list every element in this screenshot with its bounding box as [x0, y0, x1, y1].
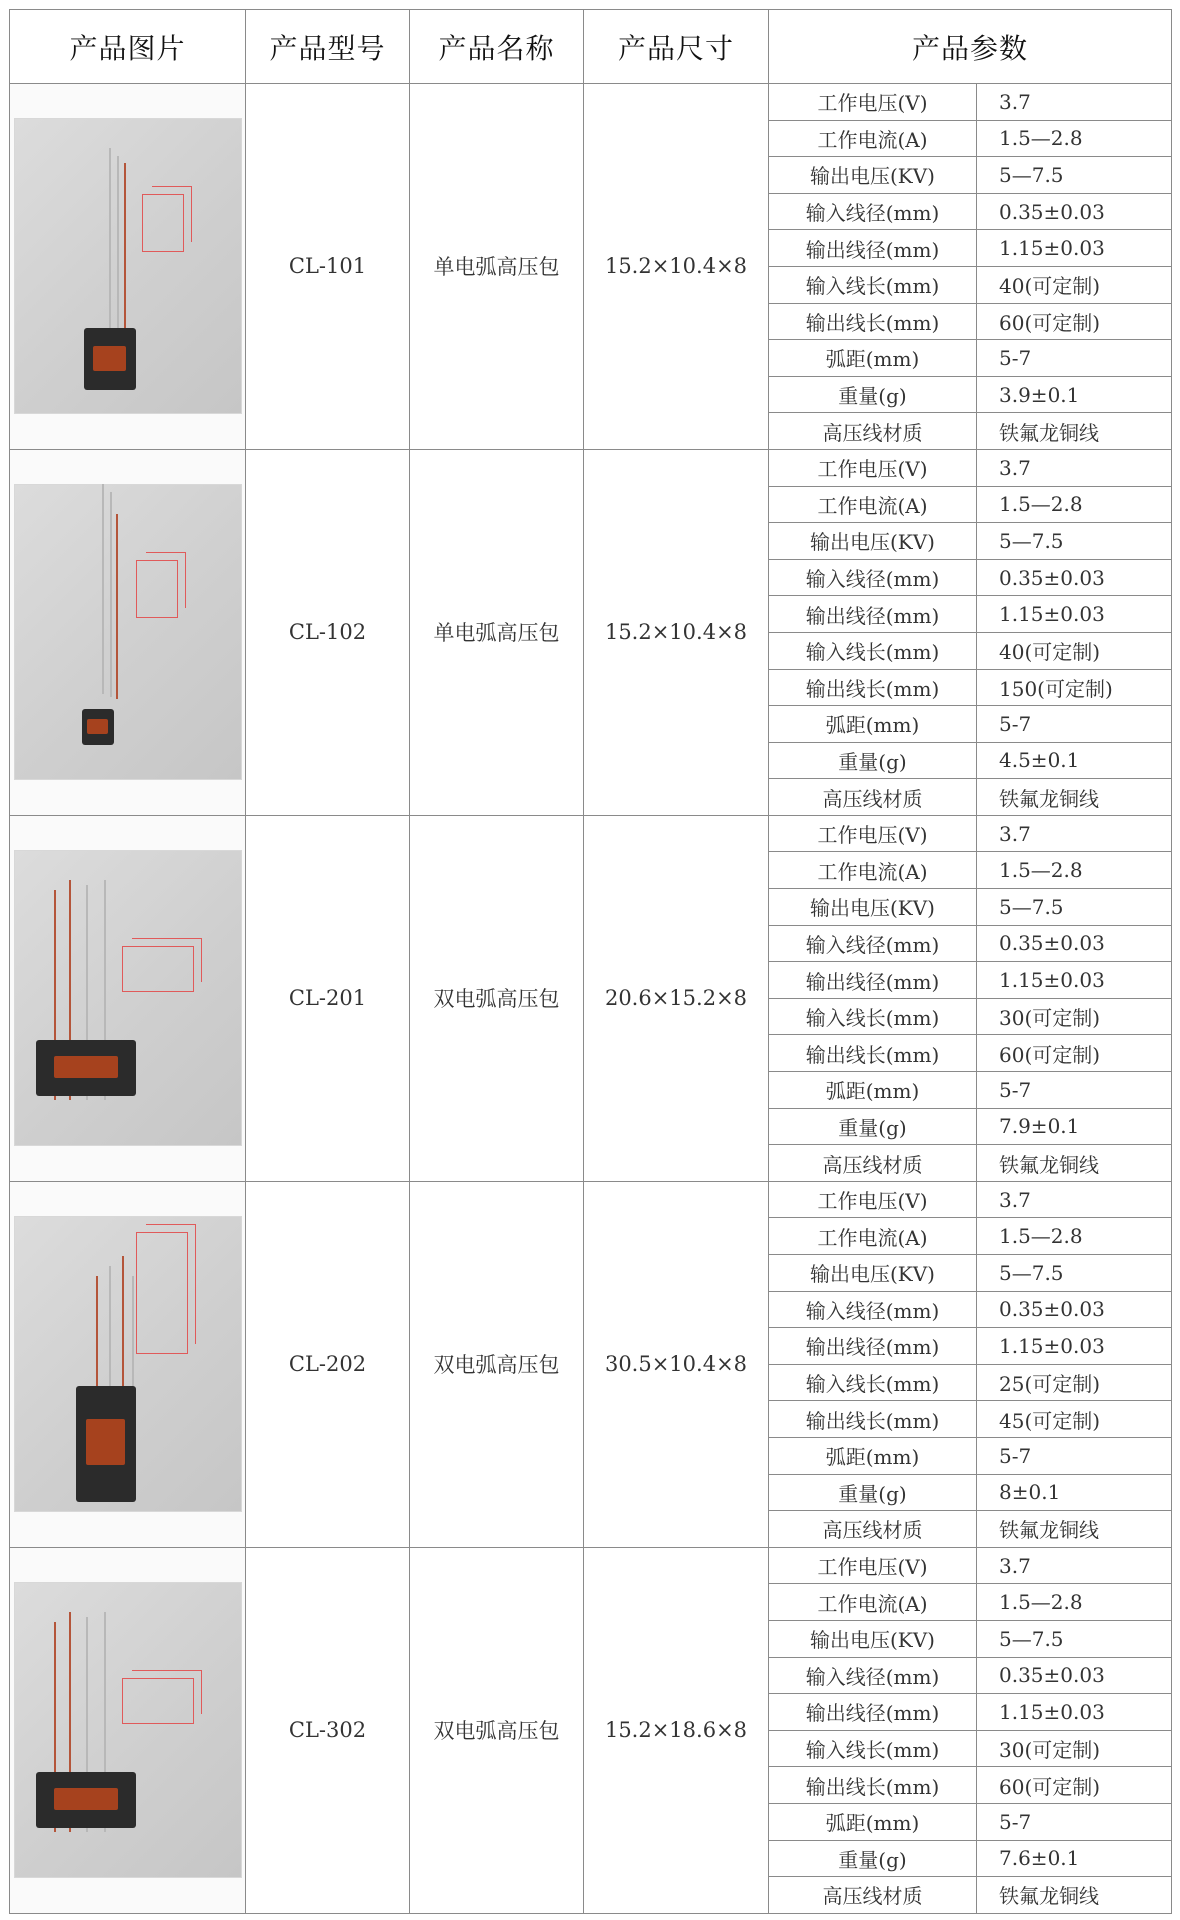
param-value: 1.15±0.03	[977, 962, 1172, 999]
param-value: 5-7	[977, 340, 1172, 377]
param-label: 输出电压(KV)	[769, 523, 977, 560]
dimension-box-icon	[122, 1678, 194, 1724]
param-value: 3.7	[977, 1181, 1172, 1218]
param-value: 0.35±0.03	[977, 1291, 1172, 1328]
param-value: 5-7	[977, 706, 1172, 743]
param-label: 高压线材质	[769, 413, 977, 450]
param-value: 3.9±0.1	[977, 376, 1172, 413]
param-label: 工作电压(V)	[769, 84, 977, 121]
param-label: 工作电压(V)	[769, 1547, 977, 1584]
param-label: 输入线长(mm)	[769, 266, 977, 303]
product-model: CL-202	[246, 1181, 410, 1547]
param-value: 40(可定制)	[977, 632, 1172, 669]
param-label: 输入线长(mm)	[769, 632, 977, 669]
param-value: 0.35±0.03	[977, 925, 1172, 962]
param-label: 输出线长(mm)	[769, 669, 977, 706]
coil-icon	[82, 709, 114, 745]
product-name: 单电弧高压包	[410, 84, 584, 450]
param-value: 45(可定制)	[977, 1401, 1172, 1438]
param-label: 输入线径(mm)	[769, 1291, 977, 1328]
product-size: 30.5×10.4×8	[584, 1181, 769, 1547]
param-value: 5—7.5	[977, 1255, 1172, 1292]
coil-icon	[36, 1772, 136, 1828]
param-label: 工作电压(V)	[769, 449, 977, 486]
param-value: 0.35±0.03	[977, 193, 1172, 230]
param-value: 8±0.1	[977, 1474, 1172, 1511]
param-value: 25(可定制)	[977, 1364, 1172, 1401]
param-label: 高压线材质	[769, 1877, 977, 1914]
param-label: 输入线长(mm)	[769, 1364, 977, 1401]
param-value: 150(可定制)	[977, 669, 1172, 706]
param-value: 1.15±0.03	[977, 1694, 1172, 1731]
param-label: 输入线径(mm)	[769, 925, 977, 962]
param-label: 重量(g)	[769, 1840, 977, 1877]
coil-icon	[76, 1386, 136, 1502]
param-label: 输出线径(mm)	[769, 596, 977, 633]
param-label: 弧距(mm)	[769, 1072, 977, 1109]
param-value: 4.5±0.1	[977, 742, 1172, 779]
dimension-box-icon	[122, 946, 194, 992]
product-size: 20.6×15.2×8	[584, 815, 769, 1181]
product-image-cell	[10, 1181, 246, 1547]
param-value: 铁氟龙铜线	[977, 1511, 1172, 1548]
param-label: 输出线长(mm)	[769, 1035, 977, 1072]
param-label: 重量(g)	[769, 742, 977, 779]
param-value: 3.7	[977, 815, 1172, 852]
param-value: 60(可定制)	[977, 1035, 1172, 1072]
transformer-photo-icon	[14, 484, 242, 780]
table-row	[10, 1547, 1172, 1584]
header-row	[10, 10, 1172, 84]
lead-wire-icon	[102, 484, 104, 694]
table-row	[10, 815, 1172, 852]
param-value: 60(可定制)	[977, 1767, 1172, 1804]
param-label: 输入线长(mm)	[769, 998, 977, 1035]
param-value: 60(可定制)	[977, 303, 1172, 340]
param-label: 输出线长(mm)	[769, 1401, 977, 1438]
product-model: CL-102	[246, 449, 410, 815]
param-label: 工作电流(A)	[769, 1584, 977, 1621]
product-name: 双电弧高压包	[410, 815, 584, 1181]
param-label: 输出线径(mm)	[769, 962, 977, 999]
param-value: 1.15±0.03	[977, 1328, 1172, 1365]
param-value: 1.5—2.8	[977, 486, 1172, 523]
param-label: 工作电流(A)	[769, 852, 977, 889]
param-label: 高压线材质	[769, 779, 977, 816]
param-value: 5-7	[977, 1072, 1172, 1109]
product-size: 15.2×10.4×8	[584, 449, 769, 815]
dimension-box-icon	[142, 194, 184, 252]
product-model: CL-201	[246, 815, 410, 1181]
header-params: 产品参数	[769, 10, 1172, 84]
param-label: 输出电压(KV)	[769, 889, 977, 926]
table-row	[10, 449, 1172, 486]
product-name: 单电弧高压包	[410, 449, 584, 815]
transformer-photo-icon	[14, 118, 242, 414]
product-name: 双电弧高压包	[410, 1547, 584, 1913]
param-value: 30(可定制)	[977, 998, 1172, 1035]
param-value: 3.7	[977, 1547, 1172, 1584]
product-image-cell	[10, 1547, 246, 1913]
product-size: 15.2×10.4×8	[584, 84, 769, 450]
product-name: 双电弧高压包	[410, 1181, 584, 1547]
param-value: 1.5—2.8	[977, 852, 1172, 889]
param-label: 输入线长(mm)	[769, 1730, 977, 1767]
param-label: 重量(g)	[769, 1474, 977, 1511]
lead-wire-icon	[116, 514, 118, 699]
param-label: 弧距(mm)	[769, 1437, 977, 1474]
transformer-photo-icon	[14, 1582, 242, 1878]
header-model: 产品型号	[246, 10, 410, 84]
param-value: 0.35±0.03	[977, 1657, 1172, 1694]
param-label: 输出线长(mm)	[769, 1767, 977, 1804]
param-value: 1.5—2.8	[977, 1218, 1172, 1255]
param-value: 铁氟龙铜线	[977, 413, 1172, 450]
product-model: CL-101	[246, 84, 410, 450]
param-value: 3.7	[977, 84, 1172, 121]
param-value: 7.6±0.1	[977, 1840, 1172, 1877]
header-image: 产品图片	[10, 10, 246, 84]
product-image-cell	[10, 815, 246, 1181]
product-model: CL-302	[246, 1547, 410, 1913]
param-label: 输出电压(KV)	[769, 157, 977, 194]
dimension-box-icon	[136, 1232, 188, 1354]
param-value: 1.5—2.8	[977, 120, 1172, 157]
param-label: 输出电压(KV)	[769, 1255, 977, 1292]
param-value: 40(可定制)	[977, 266, 1172, 303]
param-value: 5—7.5	[977, 889, 1172, 926]
param-label: 输出线径(mm)	[769, 1328, 977, 1365]
param-label: 输入线径(mm)	[769, 559, 977, 596]
param-value: 5-7	[977, 1803, 1172, 1840]
param-value: 5-7	[977, 1437, 1172, 1474]
param-label: 弧距(mm)	[769, 340, 977, 377]
param-value: 0.35±0.03	[977, 559, 1172, 596]
param-value: 3.7	[977, 449, 1172, 486]
transformer-photo-icon	[14, 850, 242, 1146]
param-value: 30(可定制)	[977, 1730, 1172, 1767]
param-value: 5—7.5	[977, 523, 1172, 560]
param-label: 输出线长(mm)	[769, 303, 977, 340]
param-label: 高压线材质	[769, 1145, 977, 1182]
param-label: 弧距(mm)	[769, 1803, 977, 1840]
product-spec-table	[9, 9, 1172, 1914]
coil-icon	[36, 1040, 136, 1096]
param-label: 重量(g)	[769, 1108, 977, 1145]
param-value: 铁氟龙铜线	[977, 779, 1172, 816]
param-value: 铁氟龙铜线	[977, 1145, 1172, 1182]
param-label: 工作电压(V)	[769, 1181, 977, 1218]
param-label: 工作电流(A)	[769, 486, 977, 523]
param-label: 输出电压(KV)	[769, 1620, 977, 1657]
param-label: 工作电压(V)	[769, 815, 977, 852]
param-label: 输出线径(mm)	[769, 1694, 977, 1731]
param-label: 输出线径(mm)	[769, 230, 977, 267]
param-value: 5—7.5	[977, 1620, 1172, 1657]
product-size: 15.2×18.6×8	[584, 1547, 769, 1913]
header-name: 产品名称	[410, 10, 584, 84]
param-value: 5—7.5	[977, 157, 1172, 194]
param-label: 高压线材质	[769, 1511, 977, 1548]
param-label: 输入线径(mm)	[769, 193, 977, 230]
lead-wire-icon	[117, 156, 119, 351]
param-value: 1.15±0.03	[977, 596, 1172, 633]
param-label: 工作电流(A)	[769, 1218, 977, 1255]
product-image-cell	[10, 449, 246, 815]
table-body	[10, 84, 1172, 1914]
param-label: 输入线径(mm)	[769, 1657, 977, 1694]
lead-wire-icon	[124, 163, 126, 353]
transformer-photo-icon	[14, 1216, 242, 1512]
header-size: 产品尺寸	[584, 10, 769, 84]
param-value: 1.15±0.03	[977, 230, 1172, 267]
table-row	[10, 84, 1172, 121]
param-label: 弧距(mm)	[769, 706, 977, 743]
product-image-cell	[10, 84, 246, 450]
param-value: 铁氟龙铜线	[977, 1877, 1172, 1914]
param-label: 重量(g)	[769, 376, 977, 413]
dimension-box-icon	[136, 560, 178, 618]
param-label: 工作电流(A)	[769, 120, 977, 157]
table-row	[10, 1181, 1172, 1218]
coil-icon	[84, 328, 136, 390]
lead-wire-icon	[109, 148, 111, 348]
param-value: 1.5—2.8	[977, 1584, 1172, 1621]
param-value: 7.9±0.1	[977, 1108, 1172, 1145]
lead-wire-icon	[110, 492, 112, 697]
